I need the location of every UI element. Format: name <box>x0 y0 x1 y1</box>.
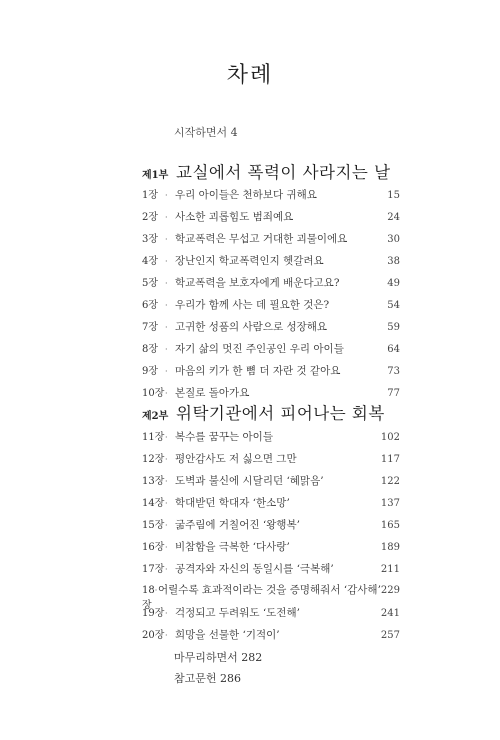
part-label: 제2부 <box>142 411 169 422</box>
chapter-page: 102 <box>380 432 400 443</box>
separator-dot: · <box>165 455 168 464</box>
chapter-entry <box>142 208 400 230</box>
part-title: 위탁기관에서 피어나는 회복 <box>176 404 385 423</box>
chapter-entry <box>142 296 400 318</box>
separator-dot: · <box>165 191 168 200</box>
chapter-page: 54 <box>387 300 400 311</box>
part-heading <box>142 400 462 424</box>
chapter-number: 4장 <box>142 256 159 267</box>
chapter-title: 마음의 키가 한 뼘 더 자란 것 같아요 <box>175 365 341 377</box>
chapter-number: 11장 <box>142 432 165 443</box>
separator-dot: · <box>154 586 158 595</box>
chapter-entry <box>142 560 400 582</box>
separator-dot: · <box>165 631 168 640</box>
chapter-title: 걱정되고 두려워도 ‘도전해’ <box>175 607 300 619</box>
chapter-page: 122 <box>380 476 400 487</box>
chapter-number: 13장 <box>142 476 165 487</box>
chapter-entry <box>142 186 400 208</box>
chapter-page: 229 <box>380 585 400 596</box>
chapter-title: 우리 아이들은 천하보다 귀해요 <box>175 189 317 201</box>
chapter-entry <box>142 538 400 560</box>
chapter-title: 본질로 돌아가요 <box>175 387 250 399</box>
chapter-number: 2장 <box>142 212 159 223</box>
separator-dot: · <box>165 323 168 332</box>
separator-dot: · <box>165 257 168 266</box>
chapter-title: 우리가 함께 사는 데 필요한 것은? <box>175 299 330 311</box>
separator-dot: · <box>165 609 168 618</box>
chapter-page: 38 <box>387 256 400 267</box>
chapter-entry <box>142 626 400 648</box>
separator-dot: · <box>165 301 168 310</box>
chapter-number: 19장 <box>142 608 165 619</box>
chapter-title: 어릴수록 효과적이라는 것을 증명해줘서 ‘감사해’ <box>158 584 381 596</box>
chapter-number: 10장 <box>142 388 165 399</box>
chapter-number: 12장 <box>142 454 165 465</box>
separator-dot: · <box>165 345 168 354</box>
chapter-title: 공격자와 자신의 동일시를 ‘극복해’ <box>175 563 334 575</box>
separator-dot: · <box>165 279 168 288</box>
chapter-page: 24 <box>387 212 400 223</box>
chapter-entry <box>142 516 400 538</box>
chapter-page: 137 <box>380 498 400 509</box>
separator-dot: · <box>165 477 168 486</box>
separator-dot: · <box>165 213 168 222</box>
chapter-title: 학교폭력을 보호자에게 배운다고요? <box>175 277 340 289</box>
separator-dot: · <box>165 433 168 442</box>
part-title: 교실에서 폭력이 사라지는 날 <box>176 163 391 182</box>
chapter-title: 자기 삶의 멋진 주인공인 우리 아이들 <box>175 343 344 355</box>
chapter-page: 241 <box>380 608 400 619</box>
chapter-entry <box>142 604 400 626</box>
intro-entry: 시작하면서 4 <box>174 126 238 139</box>
chapter-page: 189 <box>380 542 400 553</box>
chapter-entry <box>142 252 400 274</box>
chapter-number: 15장 <box>142 520 165 531</box>
chapter-page: 30 <box>387 234 400 245</box>
chapter-page: 49 <box>387 278 400 289</box>
chapter-title: 평안감사도 저 싫으면 그만 <box>175 453 297 465</box>
chapter-number: 18장 <box>142 585 155 611</box>
chapter-list <box>142 186 400 406</box>
chapter-page: 257 <box>380 630 400 641</box>
chapter-number: 6장 <box>142 300 159 311</box>
separator-dot: · <box>165 389 168 398</box>
chapter-page: 15 <box>387 190 400 201</box>
separator-dot: · <box>165 235 168 244</box>
chapter-entry <box>142 318 400 340</box>
chapter-page: 117 <box>380 454 400 465</box>
chapter-number: 16장 <box>142 542 165 553</box>
separator-dot: · <box>165 521 168 530</box>
chapter-entry <box>142 340 400 362</box>
separator-dot: · <box>165 367 168 376</box>
chapter-title: 희망을 선물한 ‘기적이’ <box>175 629 280 641</box>
chapter-number: 14장 <box>142 498 165 509</box>
chapter-title: 고귀한 성품의 사람으로 성장해요 <box>175 321 328 333</box>
chapter-title: 복수를 꿈꾸는 아이들 <box>175 431 273 443</box>
chapter-number: 9장 <box>142 366 159 377</box>
chapter-number: 17장 <box>142 564 165 575</box>
chapter-title: 학교폭력은 무섭고 거대한 괴물이에요 <box>175 233 348 245</box>
chapter-number: 3장 <box>142 234 159 245</box>
closing-entry: 마무리하면서 282 <box>174 651 263 664</box>
chapter-title: 굶주림에 거칠어진 ‘왕행복’ <box>175 519 300 531</box>
chapter-entry <box>142 274 400 296</box>
chapter-number: 8장 <box>142 344 159 355</box>
chapter-entry <box>142 230 400 252</box>
separator-dot: · <box>165 565 168 574</box>
chapter-entry <box>142 582 400 611</box>
chapter-entry <box>142 494 400 516</box>
part-heading <box>142 159 462 183</box>
part-label: 제1부 <box>142 170 169 181</box>
chapter-page: 64 <box>387 344 400 355</box>
chapter-page: 211 <box>380 564 400 575</box>
separator-dot: · <box>165 543 168 552</box>
chapter-entry <box>142 472 400 494</box>
chapter-title: 도벽과 불신에 시달리던 ‘혜맑음’ <box>175 475 324 487</box>
chapter-page: 73 <box>387 366 400 377</box>
chapter-entry <box>142 450 400 472</box>
chapter-list <box>142 428 400 648</box>
chapter-title: 사소한 괴롭힘도 범죄예요 <box>175 211 294 223</box>
chapter-page: 165 <box>380 520 400 531</box>
chapter-number: 20장 <box>142 630 165 641</box>
chapter-title: 장난인지 학교폭력인지 헷갈려요 <box>175 255 324 267</box>
chapter-entry <box>142 362 400 384</box>
chapter-page: 59 <box>387 322 400 333</box>
chapter-number: 7장 <box>142 322 159 333</box>
chapter-number: 5장 <box>142 278 159 289</box>
chapter-entry <box>142 428 400 450</box>
references-entry: 참고문헌 286 <box>174 672 241 685</box>
chapter-number: 1장 <box>142 190 159 201</box>
chapter-title: 비참함을 극복한 ‘다사랑’ <box>175 541 290 553</box>
page-title: 차례 <box>226 63 274 88</box>
chapter-page: 77 <box>387 388 400 399</box>
chapter-title: 학대받던 학대자 ‘한소망’ <box>175 497 290 509</box>
separator-dot: · <box>165 499 168 508</box>
